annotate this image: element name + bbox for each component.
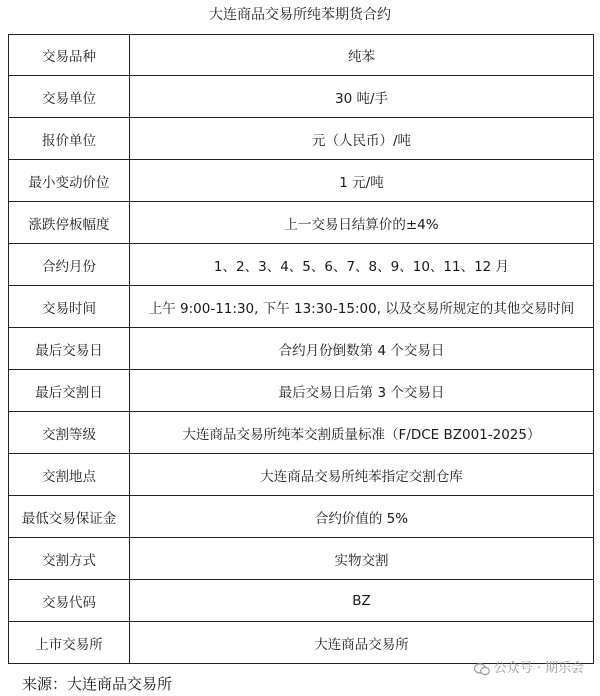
row-label: 上市交易所 (9, 622, 130, 664)
row-value: 最后交易日后第 3 个交易日 (130, 370, 594, 412)
table-row (9, 35, 594, 76)
row-value: 1、2、3、4、5、6、7、8、9、10、11、12 月 (130, 244, 594, 286)
table-row (9, 370, 594, 412)
row-label: 报价单位 (9, 118, 130, 160)
row-value: BZ (130, 580, 594, 622)
row-value: 上一交易日结算价的±4% (130, 202, 594, 244)
row-value: 合约月份倒数第 4 个交易日 (130, 328, 594, 370)
table-row (9, 202, 594, 244)
row-value: 大连商品交易所纯苯指定交割仓库 (130, 454, 594, 496)
wechat-icon (474, 663, 490, 676)
row-value: 上午 9:00-11:30, 下午 13:30-15:00, 以及交易所规定的其他交易时间 (130, 286, 594, 328)
row-value: 大连商品交易所 (130, 622, 594, 664)
table-row (9, 496, 594, 538)
table-row (9, 118, 594, 160)
row-value: 实物交割 (130, 538, 594, 580)
row-label: 交易单位 (9, 76, 130, 118)
table-row (9, 538, 594, 580)
table-row (9, 454, 594, 496)
table-row (9, 328, 594, 370)
row-label: 交易时间 (9, 286, 130, 328)
table-row (9, 622, 594, 664)
row-value: 大连商品交易所纯苯交割质量标准（F/DCE BZ001-2025） (130, 412, 594, 454)
row-value: 纯苯 (130, 35, 594, 76)
row-value: 1 元/吨 (130, 160, 594, 202)
table-row (9, 286, 594, 328)
table-row (9, 412, 594, 454)
contract-spec-table (8, 34, 594, 664)
table-row (9, 580, 594, 622)
row-label: 最后交割日 (9, 370, 130, 412)
page-title: 大连商品交易所纯苯期货合约 (209, 7, 391, 23)
row-label: 最小变动价位 (9, 160, 130, 202)
row-label: 交易代码 (9, 580, 130, 622)
row-value: 合约价值的 5% (130, 496, 594, 538)
row-label: 交易品种 (9, 35, 130, 76)
source-note: 来源：大连商品交易所 (22, 675, 173, 693)
row-value: 元（人民币）/吨 (130, 118, 594, 160)
row-label: 合约月份 (9, 244, 130, 286)
watermark-text: 公众号 · 期乐会 (493, 661, 584, 676)
table-row (9, 244, 594, 286)
table-row (9, 76, 594, 118)
row-value: 30 吨/手 (130, 76, 594, 118)
row-label: 最后交易日 (9, 328, 130, 370)
table-row (9, 160, 594, 202)
row-label: 交割方式 (9, 538, 130, 580)
row-label: 最低交易保证金 (9, 496, 130, 538)
row-label: 交割等级 (9, 412, 130, 454)
watermark (474, 660, 584, 678)
row-label: 交割地点 (9, 454, 130, 496)
row-label: 涨跌停板幅度 (9, 202, 130, 244)
